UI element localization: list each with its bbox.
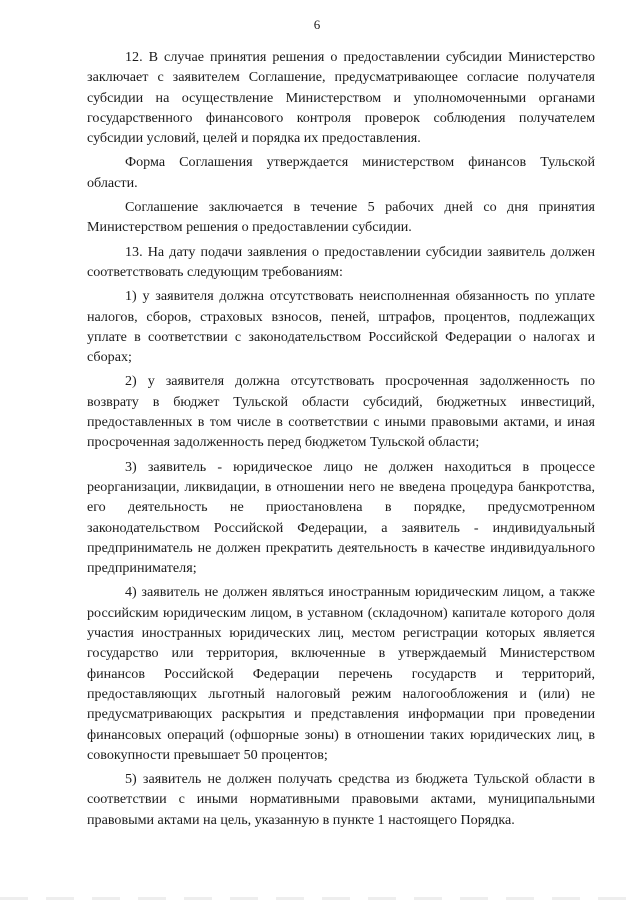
paragraph-13: 13. На дату подачи заявления о предоставлении субсидии заявитель должен соответствовать следующим требованиям: — [87, 243, 595, 280]
requirement-5: 5) заявитель не должен получать средства из бюджета Тульской области в соответствии с иными нормативными правовыми актами, муниципальными правовыми актами на цель, указанную в пункте 1 настоящего Порядка. — [87, 771, 595, 828]
requirement-1: 1) у заявителя должна отсутствовать неисполненная обязанность по уплате налогов, сборов, страховых взносов, пеней, штрафов, процентов, подлежащих уплате в соответствии с законодательством Российской Федерации о налогах и сборах; — [87, 288, 595, 366]
scan-edge-artifact — [0, 897, 634, 900]
paragraph-agreement-form: Форма Соглашения утверждается министерством финансов Тульской области. — [87, 154, 595, 191]
paragraph-agreement-term: Соглашение заключается в течение 5 рабочих дней со дня принятия Министерством решения о предоставлении субсидии. — [87, 199, 595, 236]
requirement-4: 4) заявитель не должен являться иностранным юридическим лицом, а также российским юридическим лицом, в уставном (складочном) капитале которого доля участия иностранных юридических лиц, местом регистрации которых является государство или территория, включенные в утверждаемый Министерством финансов Российской Федерации перечень государств и территорий, предоставляющих льготный налоговый режим налогообложения и (или) не предусматривающих раскрытия и представления информации при проведении финансовых операций (офшорные зоны) в отношении таких юридических лиц, в совокупности превышает 50 процентов; — [87, 584, 595, 763]
requirement-2: 2) у заявителя должна отсутствовать просроченная задолженность по возврату в бюджет Тульской области субсидий, бюджетных инвестиций, предоставленных в том числе в соответствии с иными правовыми актами, и иная просроченная задолженность перед бюджетом Тульской области; — [87, 373, 595, 451]
requirement-3: 3) заявитель - юридическое лицо не должен находиться в процессе реорганизации, ликвидации, в отношении него не введена процедура банкротства, его деятельность не приостановлена в порядке, предусмотренном законодательством Российской Федерации, а заявитель - индивидуальный предприниматель не должен прекратить деятельность в качестве индивидуального предпринимателя; — [87, 458, 595, 577]
paragraph-12: 12. В случае принятия решения о предоставлении субсидии Министерство заключает с заявителем Соглашение, предусматривающее согласие получателя субсидии на осуществление Министерством и уполномоченными органами государственного финансового контроля проверок соблюдения получателем субсидии условий, целей и порядка их предоставления. — [87, 49, 595, 147]
document-body — [87, 47, 595, 834]
page-number: 6 — [313, 17, 321, 32]
